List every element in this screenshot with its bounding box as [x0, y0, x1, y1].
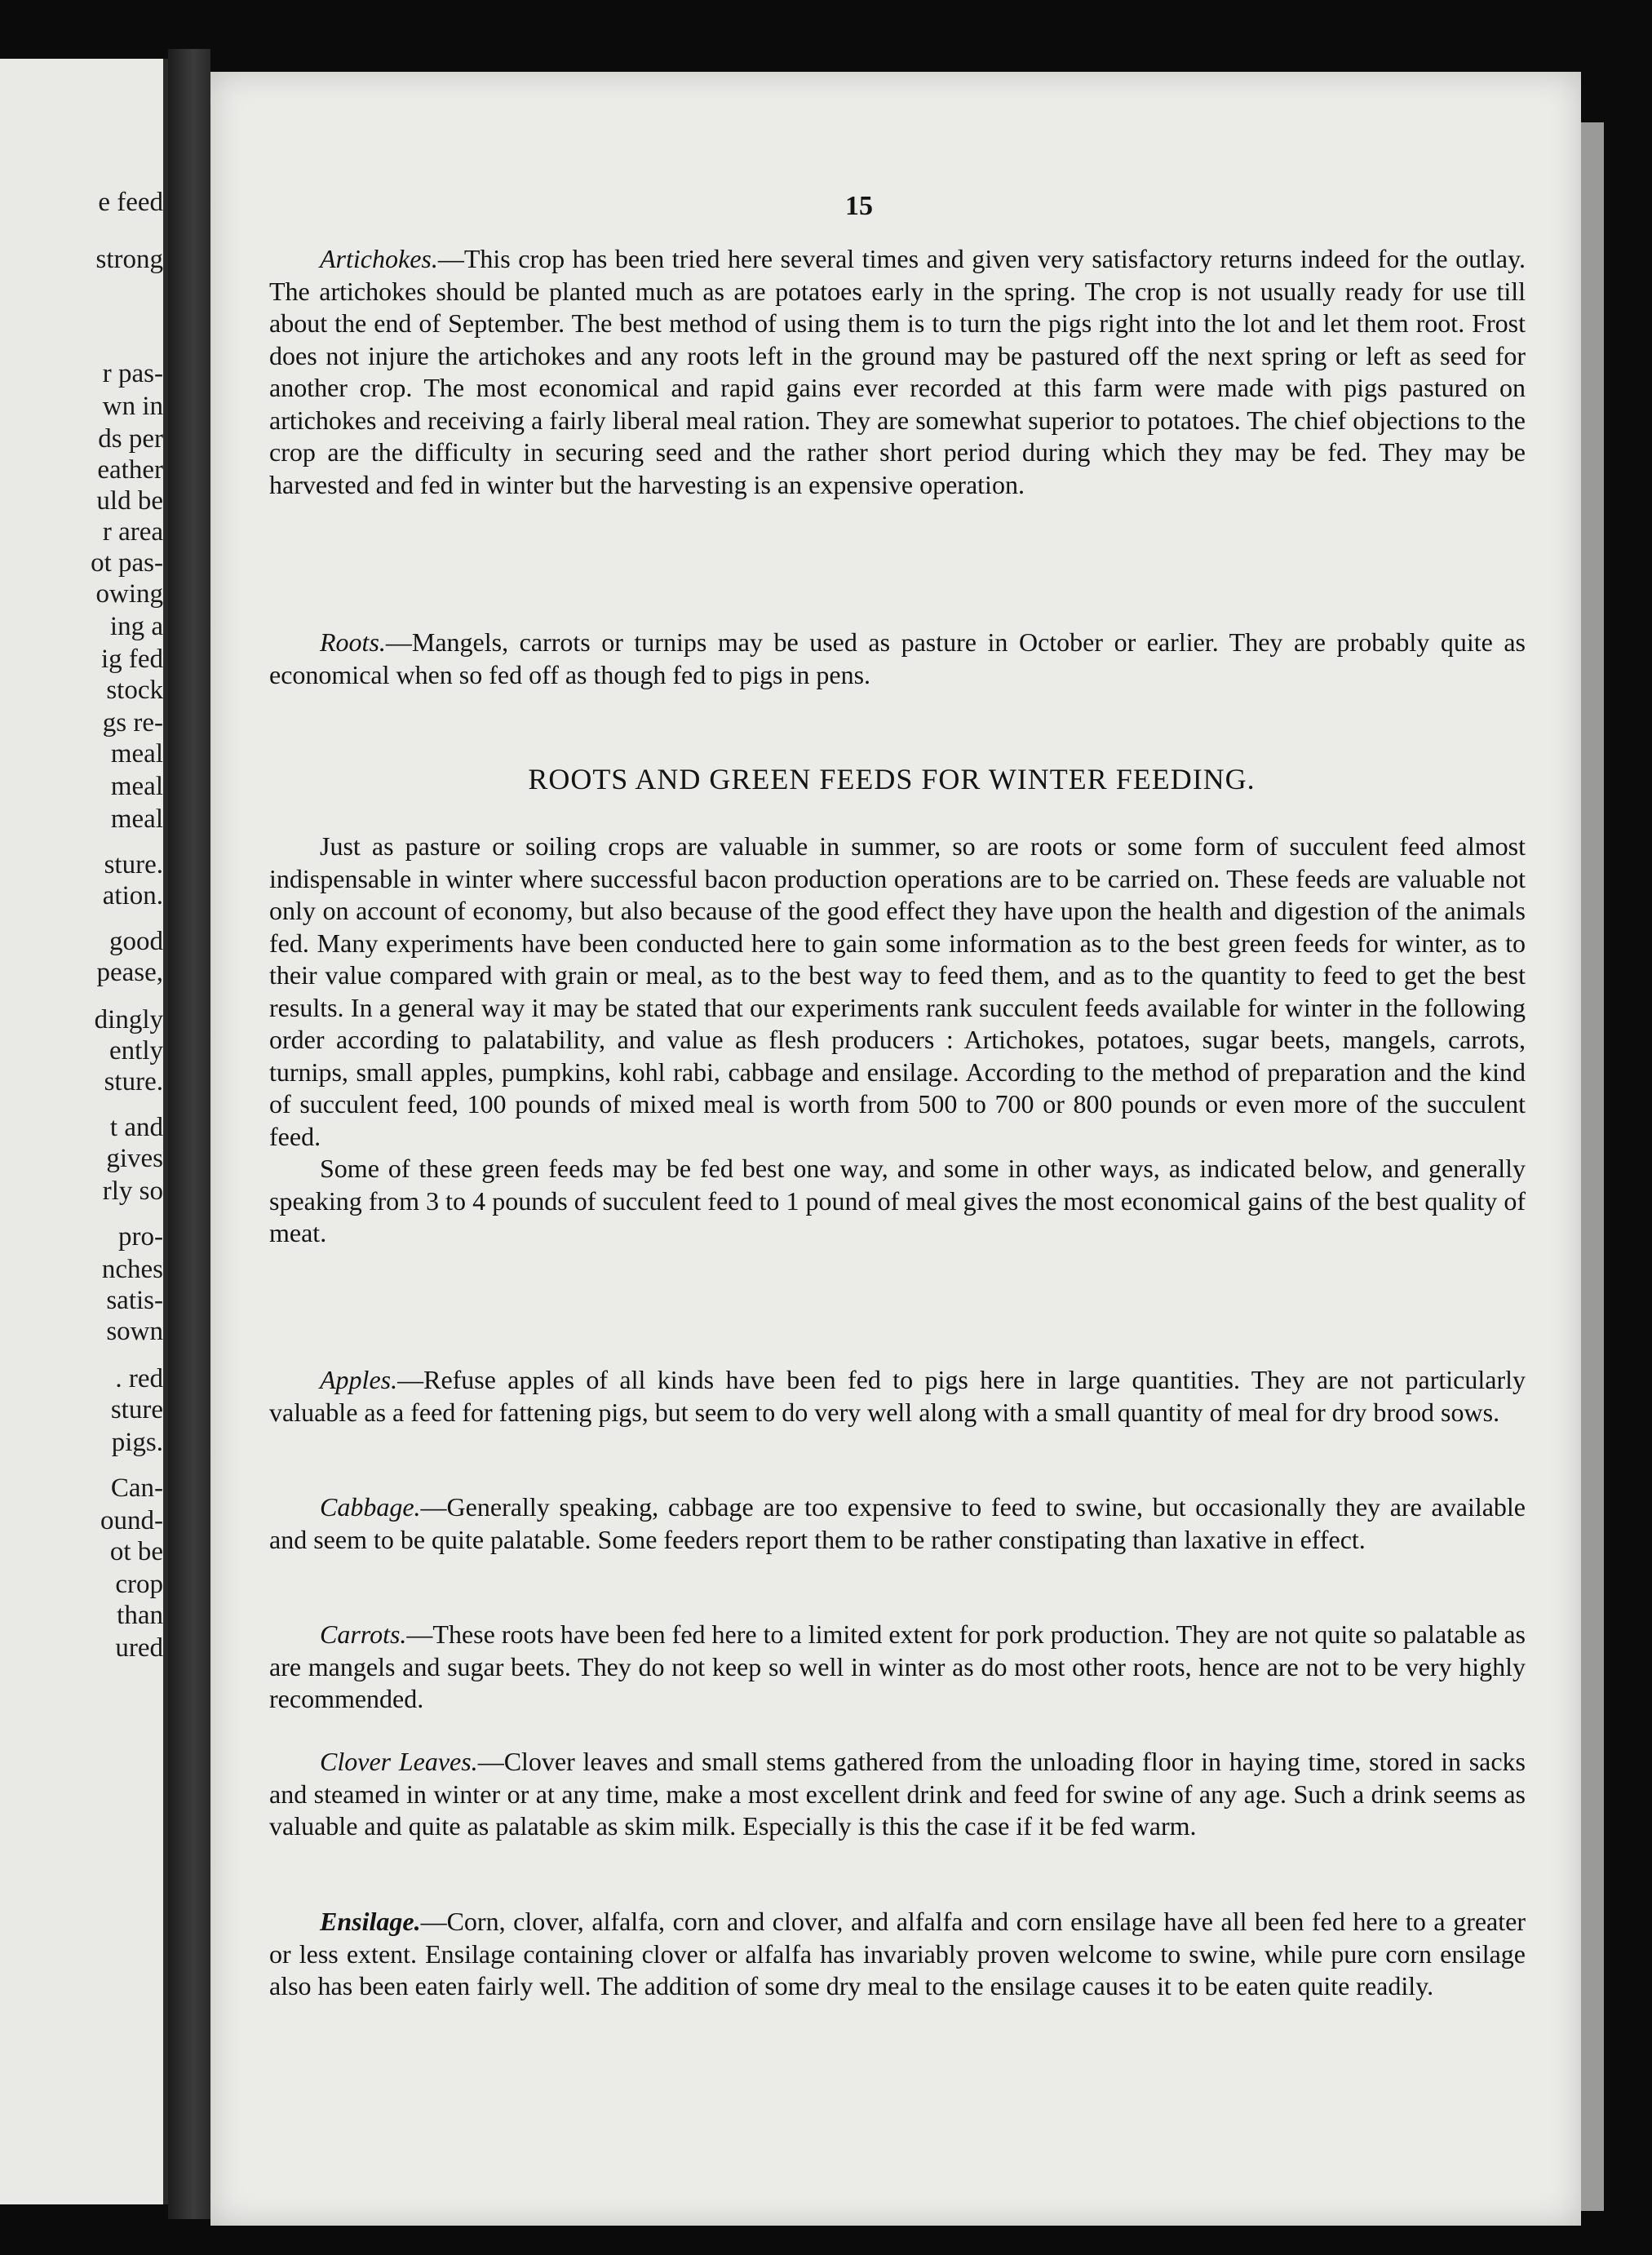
- left-page-line: owing: [95, 579, 163, 609]
- artichokes-lead: Artichokes.: [320, 244, 438, 273]
- book-gutter: [168, 49, 210, 2219]
- page-15: [210, 72, 1581, 2226]
- left-page-line: good: [109, 927, 163, 956]
- left-page-line: sture.: [104, 850, 163, 879]
- ensilage-lead: Ensilage.: [320, 1907, 421, 1936]
- left-page-line: ently: [109, 1036, 163, 1065]
- ensilage-paragraph: [269, 1906, 1526, 2003]
- cabbage-section: [269, 1491, 1526, 1556]
- artichokes-paragraph: [269, 243, 1526, 501]
- left-page-line: e feed: [98, 188, 163, 217]
- clover-text: —Clover leaves and small stems gathered from the unloading floor in haying time, stored in sacks and steamed in winter or at any time, make a most excellent drink and feed for swine of any age. Such a drink seems as valuable and quite as palatable as skim milk. Especially is this the case if it be fed warm.: [269, 1747, 1526, 1841]
- left-page-line: sown: [106, 1317, 163, 1346]
- page-number: 15: [845, 191, 873, 221]
- left-page-line: pigs.: [111, 1428, 163, 1457]
- apples-text: —Refuse apples of all kinds have been fed to pigs here in large quantities. They are not particularly valuable as a feed for fattening pigs, but seem to do very well along with a small quantity of meal for dry brood sows.: [269, 1365, 1526, 1427]
- left-page-line: sture.: [104, 1067, 163, 1096]
- left-page-line: strong: [95, 245, 163, 274]
- left-page-line: ig fed: [100, 645, 163, 674]
- cabbage-lead: Cabbage.: [320, 1492, 421, 1522]
- apples-paragraph: [269, 1364, 1526, 1429]
- cabbage-paragraph: [269, 1491, 1526, 1556]
- artichokes-section: [269, 243, 1526, 501]
- left-page-line: nches: [101, 1255, 163, 1284]
- left-page-line: stock: [106, 676, 163, 705]
- clover-section: [269, 1746, 1526, 1843]
- apples-section: [269, 1364, 1526, 1429]
- carrots-paragraph: [269, 1619, 1526, 1716]
- left-page-line: ds per: [98, 424, 163, 454]
- left-page-line: pro-: [118, 1222, 163, 1252]
- left-page-line: satis-: [106, 1286, 163, 1315]
- left-page-line: pease,: [96, 958, 163, 987]
- apples-lead: Apples.: [320, 1365, 398, 1394]
- page-edge: [1581, 122, 1604, 2211]
- intro-paragraph-1: Just as pasture or soiling crops are valuable in summer, so are roots or some form of succulent feed almost indispensable in winter where successful bacon production operations are to be carried on. These feeds are valuable not only on account of economy, but also because of the good effect they have upon the health and digestion of the animals fed. Many experiments have been conducted here to gain some information as to the best green feeds for winter, as to their value compared with grain or meal, as to the best way to feed them, and as to the quantity to feed to get the best results. In a general way it may be stated that our experiments rank succulent feeds available for winter in the following order according to palatability, and value as flesh producers : Artichokes, potatoes, sugar beets, mangels, carrots, turnips, small apples, pumpkins, kohl rabi, cabbage and ensilage. According to the method of preparation and the kind of succulent feed, 100 pounds of mixed meal is worth from 500 to 700 or 800 pounds or even more of the succulent feed.: [269, 831, 1526, 1151]
- left-page-line: r pas-: [102, 359, 163, 388]
- left-page-line: ation.: [102, 881, 163, 910]
- left-page-line: meal: [110, 772, 163, 801]
- left-page-line: dingly: [94, 1005, 163, 1034]
- left-page-line: wn in: [102, 392, 163, 421]
- left-page-line: than: [117, 1601, 163, 1630]
- left-page-line: eather: [97, 455, 163, 485]
- left-page-line: t and: [109, 1113, 163, 1142]
- left-page-line: sture: [110, 1395, 163, 1424]
- intro-paragraph-2: Some of these green feeds may be fed best one way, and some in other ways, as indicated below, and generally speaking from 3 to 4 pounds of succulent feed to 1 pound of meal gives the most economical gains of the best quality of meat.: [269, 1154, 1526, 1247]
- roots-lead: Roots.: [320, 627, 386, 657]
- previous-page-fragment: [0, 59, 168, 2204]
- clover-paragraph: [269, 1746, 1526, 1843]
- left-page-line: r area: [102, 517, 163, 547]
- carrots-section: [269, 1619, 1526, 1716]
- left-page-line: ured: [115, 1633, 163, 1663]
- left-page-line: ing a: [109, 612, 163, 641]
- artichokes-text: —This crop has been tried here several times and given very satisfactory returns indeed for the outlay. The artichokes should be planted much as are potatoes early in the spring. The crop is not usually ready for use till about the end of September. The best method of using them is to turn the pigs right into the lot and let them root. Frost does not injure the artichokes and any roots left in the ground may be pastured off the next spring or left as seed for another crop. The most economical and rapid gains ever recorded at this farm were made with pigs pastured on artichokes and receiving a fairly liberal meal ration. They are somewhat superior to potatoes. The chief objections to the crop are the difficulty in securing seed and the rather short period during which they may be fed. They may be harvested and fed in winter but the harvesting is an expensive operation.: [269, 244, 1526, 499]
- ensilage-section: [269, 1906, 1526, 2003]
- carrots-text: —These roots have been fed here to a limited extent for pork production. They are not quite so palatable as are mangels and sugar beets. They do not keep so well in winter as do most other roots, hence are not to be very highly recommended.: [269, 1619, 1526, 1713]
- left-page-line: . red: [115, 1364, 163, 1393]
- left-page-line: gs re-: [102, 708, 163, 738]
- section-heading: ROOTS AND GREEN FEEDS FOR WINTER FEEDING.: [528, 763, 1256, 795]
- roots-paragraph: [269, 627, 1526, 691]
- left-page-line: ot be: [109, 1537, 163, 1566]
- clover-lead: Clover Leaves.: [320, 1747, 478, 1776]
- left-page-line: rly so: [102, 1176, 163, 1206]
- left-page-line: meal: [110, 739, 163, 769]
- cabbage-text: —Generally speaking, cabbage are too expensive to feed to swine, but occasionally they are available and seem to be quite palatable. Some feeders report them to be rather constipating than laxative in effect.: [269, 1492, 1526, 1554]
- carrots-lead: Carrots.: [320, 1619, 407, 1649]
- intro-section: [269, 831, 1526, 1250]
- left-page-line: ot pas-: [91, 548, 163, 578]
- left-page-line: gives: [106, 1144, 163, 1173]
- left-page-line: crop: [115, 1570, 163, 1599]
- left-page-line: meal: [110, 804, 163, 834]
- left-page-line: Can-: [110, 1473, 163, 1503]
- roots-text: —Mangels, carrots or turnips may be used as pasture in October or earlier. They are probably quite as economical when so fed off as though fed to pigs in pens.: [269, 627, 1526, 689]
- roots-section: [269, 627, 1526, 691]
- left-page-line: uld be: [96, 486, 163, 516]
- left-page-line: ound-: [100, 1506, 163, 1535]
- ensilage-text: —Corn, clover, alfalfa, corn and clover, and alfalfa and corn ensilage have all been fed here to a greater or less extent. Ensilage containing clover or alfalfa has invariably proven welcome to swine, while pure corn ensilage also has been eaten fairly well. The addition of some dry meal to the ensilage causes it to be eaten quite readily.: [269, 1907, 1526, 2000]
